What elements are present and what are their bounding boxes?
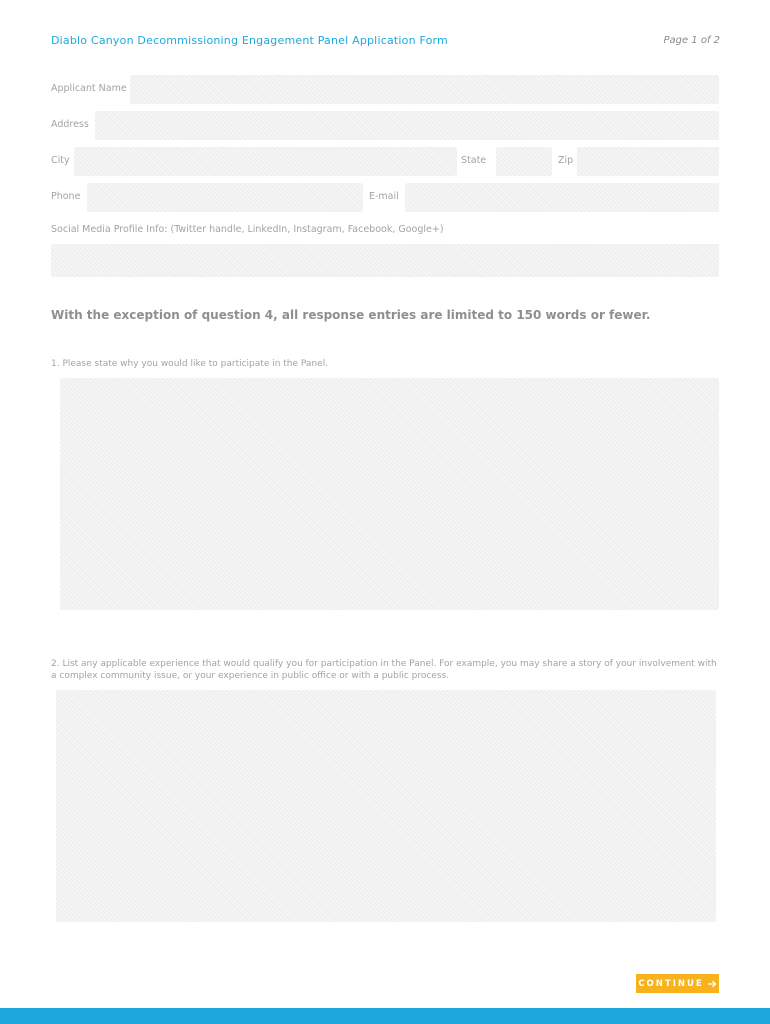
city-field[interactable] bbox=[74, 147, 457, 176]
city-label: City bbox=[51, 155, 70, 166]
continue-button[interactable] bbox=[636, 974, 719, 993]
question-2-response[interactable] bbox=[56, 690, 716, 922]
address-field[interactable] bbox=[95, 111, 719, 140]
form-title: Diablo Canyon Decommissioning Engagement Panel Application Form bbox=[51, 34, 448, 47]
page-indicator: Page 1 of 2 bbox=[663, 35, 720, 46]
zip-field[interactable] bbox=[577, 147, 719, 176]
continue-label: CONTINUE bbox=[638, 978, 704, 989]
question-1-label: 1. Please state why you would like to participate in the Panel. bbox=[51, 359, 329, 369]
social-media-field[interactable] bbox=[51, 244, 719, 277]
phone-field[interactable] bbox=[87, 183, 363, 212]
word-limit-notice: With the exception of question 4, all response entries are limited to 150 words or fewer. bbox=[51, 308, 651, 322]
address-label: Address bbox=[51, 119, 89, 130]
phone-label: Phone bbox=[51, 191, 81, 202]
applicant-name-label: Applicant Name bbox=[51, 83, 127, 94]
state-label: State bbox=[461, 155, 487, 166]
state-field[interactable] bbox=[496, 147, 552, 176]
question-2-label: 2. List any applicable experience that would qualify you for participation in the Panel. For example, you may share a story of your involvement with a complex community issue, or your experience in public office or with a public process. bbox=[51, 659, 717, 681]
question-1-response[interactable] bbox=[60, 378, 719, 610]
email-field[interactable] bbox=[405, 183, 719, 212]
applicant-name-field[interactable] bbox=[130, 75, 719, 104]
arrow-right-icon bbox=[708, 980, 717, 988]
social-media-label: Social Media Profile Info: (Twitter handle, LinkedIn, Instagram, Facebook, Google+) bbox=[51, 224, 444, 235]
footer-bar bbox=[0, 1008, 770, 1024]
email-label: E-mail bbox=[369, 191, 399, 202]
zip-label: Zip bbox=[558, 155, 574, 166]
